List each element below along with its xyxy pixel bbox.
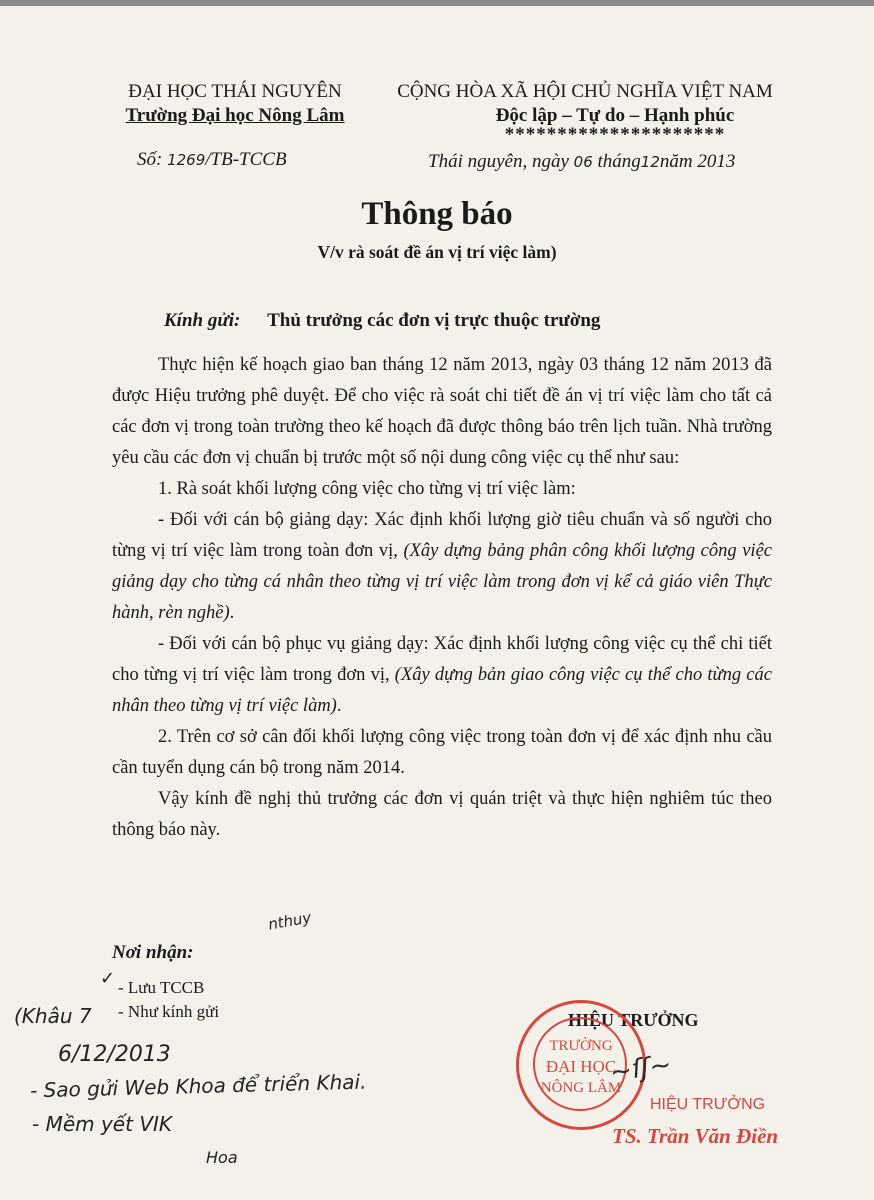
handwritten-note-prefix: (Khâu 7 (14, 1004, 92, 1028)
header-stars: ********************* (504, 124, 726, 145)
handwritten-date: 6/12/2013 (58, 1042, 171, 1067)
document-body (112, 350, 772, 846)
date-day-handwritten: 06 (573, 153, 593, 171)
body-paragraph-6: Vậy kính đề nghị thủ trưởng các đơn vị quán triệt và thực hiện nghiêm túc theo thông báo này. (112, 789, 772, 840)
document-subtitle: V/v rà soát đề án vị trí việc làm) (317, 242, 557, 262)
stamp-position-title: HIỆU TRƯỞNG (650, 1096, 766, 1113)
handwritten-initial: nthuy (266, 908, 313, 934)
handwritten-line-2: - Mềm yết VIK (32, 1112, 173, 1136)
body-paragraph-4: - Đối với cán bộ phục vụ giảng dạy: Xác định khối lượng công việc cụ thể chi tiết cho từng vị trí việc làm trong đơn vị, (Xây dựng bản giao công việc cụ thể cho từng các nhân theo từng vị trí việc làm). (112, 634, 772, 716)
body-paragraph-3: - Đối với cán bộ giảng dạy: Xác định khối lượng giờ tiêu chuẩn và số người cho từng vị trí việc làm trong toàn đơn vị, (Xây dựng bảng phân công khối lượng công việc giảng dạy cho từng cá nhân theo từng vị trí việc làm trong đơn vị kể cả giáo viên Thực hành, rèn nghề). (112, 510, 772, 623)
recipient-value: Thủ trưởng các đơn vị trực thuộc trường (267, 310, 601, 331)
document-number: Số: 1269/TB-TCCB (137, 149, 287, 170)
recipient-line (164, 310, 600, 332)
national-motto: Độc lập – Tự do – Hạnh phúc (495, 105, 735, 126)
body-paragraph-5: 2. Trên cơ sở cân đối khối lượng công việc trong toàn đơn vị để xác định nhu cầu cần tuyển dụng cán bộ trong năm 2014. (112, 727, 772, 778)
signer-name: TS. Trần Văn Điền (612, 1124, 779, 1148)
receivers-label: Nơi nhận: (112, 942, 194, 963)
body-paragraph-1: Thực hiện kế hoạch giao ban tháng 12 năm 2013, ngày 03 tháng 12 năm 2013 đã được Hiệu trưởng phê duyệt. Để cho việc rà soát chi tiết đề án vị trí việc làm cho tất cả các đơn vị trong toàn trường theo kế hoạch đã được thông báo trên lịch tuần. Nhà trường yêu cầu các đơn vị chuẩn bị trước một số nội dung công việc cụ thể như sau: (112, 355, 772, 468)
school-name: Trường Đại học Nông Lâm (125, 105, 345, 126)
document-number-handwritten: 1269 (167, 151, 206, 169)
handwritten-initial-end: Hoa (206, 1148, 238, 1167)
document-title: Thông báo (361, 196, 513, 232)
date-month-handwritten: 12 (640, 153, 660, 171)
signature-scribble: ~ſʃ~ (608, 1049, 674, 1089)
body-paragraph-2: 1. Rà soát khối lượng công việc cho từng vị trí việc làm: (158, 479, 576, 499)
recipient-label: Kính gửi: (164, 310, 241, 331)
handwritten-line-1: - Sao gửi Web Khoa để triển Khai. (29, 1069, 367, 1103)
header-right (380, 80, 790, 145)
receiver-item-2: - Như kính gửi (118, 1002, 220, 1021)
signature-position: HIỆU TRƯỞNG (568, 1010, 699, 1030)
stamp-line-3: NÔNG LÂM (540, 1080, 622, 1096)
document-date: Thái nguyên, ngày 06 tháng12năm 2013 (428, 151, 736, 172)
stamp-line-1: TRƯỜNG (549, 1038, 613, 1054)
university-name: ĐẠI HỌC THÁI NGUYÊN (128, 81, 342, 102)
national-title: CỘNG HÒA XÃ HỘI CHỦ NGHĨA VIỆT NAM (397, 81, 773, 102)
receiver-item-1: - Lưu TCCB (118, 978, 205, 997)
stamp-line-2: ĐẠI HỌC (545, 1057, 617, 1076)
handwritten-checkmark: ✓ (100, 968, 116, 989)
header-left (110, 80, 360, 128)
